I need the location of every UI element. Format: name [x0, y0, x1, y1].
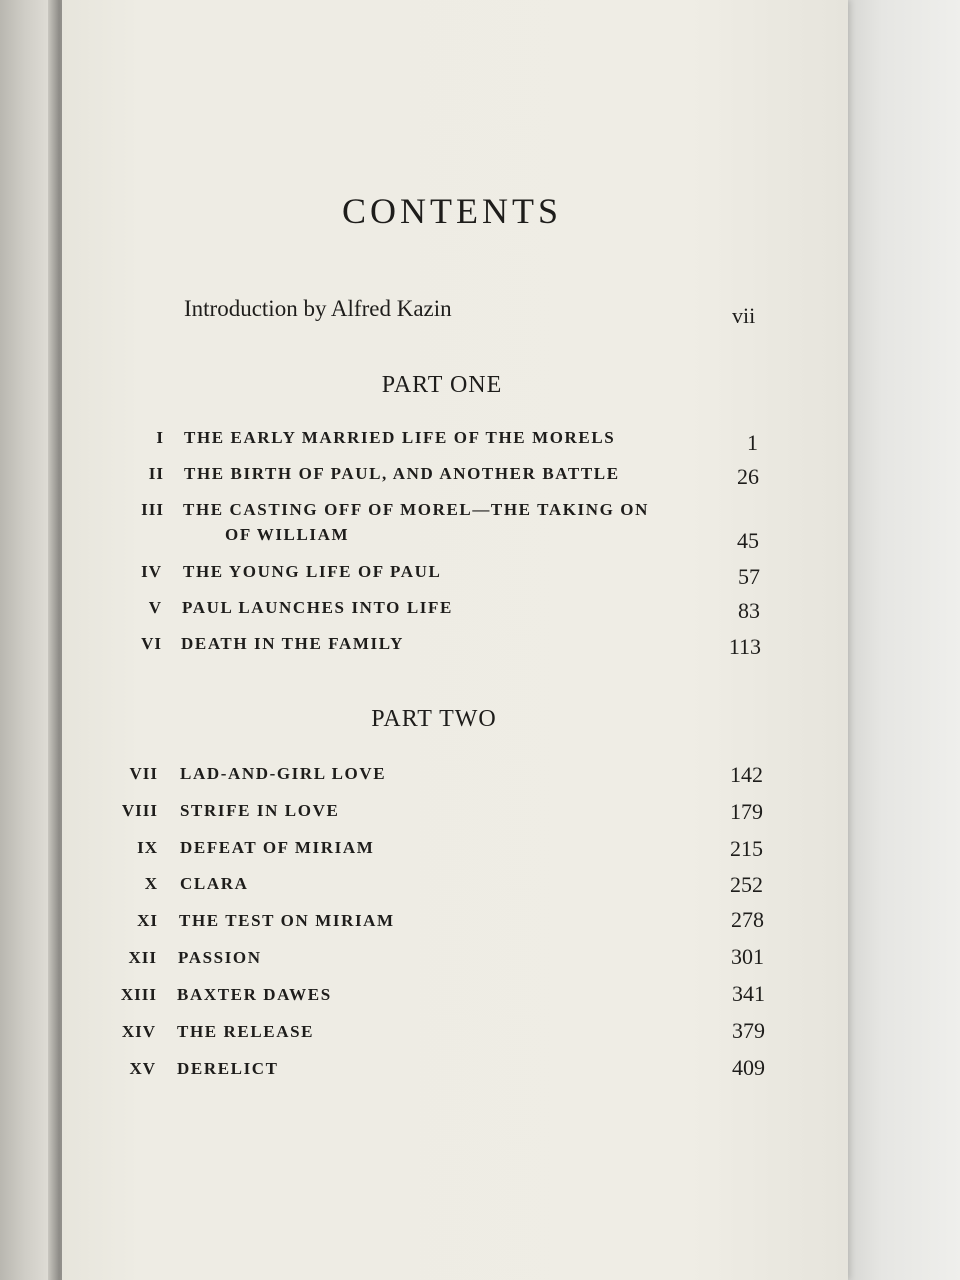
- chapter-page-number: 301: [731, 944, 764, 969]
- chapter-page-number: 215: [730, 836, 763, 861]
- chapter-page-number: 26: [737, 464, 759, 489]
- part-two-heading: PART TWO: [371, 706, 497, 732]
- chapter-title: CLARA: [180, 874, 249, 893]
- chapter-page-number: 252: [730, 872, 763, 897]
- chapter-numeral: IV: [141, 562, 162, 581]
- toc-row-chapter-12: [62, 944, 848, 978]
- chapter-title: PASSION: [178, 948, 262, 967]
- chapter-title: DEFEAT OF MIRIAM: [180, 838, 375, 857]
- toc-row-chapter-8: [62, 801, 848, 831]
- chapter-page-number: 179: [730, 799, 763, 824]
- toc-row-chapter-10: [62, 874, 848, 904]
- chapter-numeral: XII: [128, 948, 157, 967]
- chapter-page-number: 57: [738, 564, 760, 589]
- chapter-numeral: XI: [137, 911, 158, 930]
- toc-row-chapter-13: [62, 981, 848, 1015]
- chapter-page-number: 379: [732, 1018, 765, 1043]
- chapter-numeral: XIII: [120, 985, 157, 1004]
- toc-row-chapter-9: [62, 838, 848, 868]
- chapter-numeral: XIV: [121, 1022, 156, 1041]
- part-one-heading: PART ONE: [381, 372, 503, 398]
- chapter-title: THE TEST ON MIRIAM: [179, 911, 395, 930]
- chapter-numeral: IX: [137, 838, 158, 857]
- chapter-title: THE YOUNG LIFE OF PAUL: [183, 562, 442, 581]
- chapter-title: DEATH IN THE FAMILY: [181, 634, 404, 653]
- chapter-page-number: 142: [730, 762, 763, 787]
- introduction-page-number: vii: [732, 303, 756, 328]
- chapter-title: THE RELEASE: [177, 1022, 315, 1041]
- toc-row-chapter-15: [62, 1055, 848, 1089]
- chapter-title: THE CASTING OFF OF MOREL—THE TAKING ON: [183, 500, 650, 519]
- chapter-numeral: II: [148, 464, 164, 483]
- page-title: CONTENTS: [342, 191, 562, 231]
- toc-row-chapter-1: [62, 428, 848, 458]
- chapter-page-number: 113: [728, 634, 761, 659]
- chapter-title: THE EARLY MARRIED LIFE OF THE MORELS: [184, 428, 616, 447]
- toc-row-chapter-4: [62, 562, 848, 592]
- chapter-title: PAUL LAUNCHES INTO LIFE: [182, 598, 453, 617]
- background-surface: [830, 0, 960, 1280]
- chapter-page-number: 341: [732, 981, 765, 1006]
- toc-row-chapter-6: [62, 634, 848, 664]
- chapter-title: LAD-AND-GIRL LOVE: [180, 764, 387, 783]
- toc-row-chapter-2: [62, 464, 848, 494]
- chapter-title: BAXTER DAWES: [177, 985, 332, 1004]
- chapter-numeral: VII: [129, 764, 158, 783]
- toc-row-chapter-7: [62, 764, 848, 794]
- introduction-entry: Introduction by Alfred Kazin: [184, 296, 452, 321]
- chapter-numeral: I: [156, 428, 164, 447]
- toc-row-chapter-5: [62, 598, 848, 628]
- chapter-title-continuation: OF WILLIAM: [225, 525, 350, 544]
- chapter-numeral: VIII: [121, 801, 158, 820]
- chapter-page-number: 278: [731, 907, 764, 932]
- chapter-numeral: V: [148, 598, 162, 617]
- chapter-page-number: 45: [737, 528, 759, 553]
- chapter-numeral: XV: [129, 1059, 156, 1078]
- chapter-page-number: 409: [732, 1055, 765, 1080]
- chapter-numeral: III: [141, 500, 164, 519]
- chapter-numeral: X: [144, 874, 158, 893]
- chapter-title: DERELICT: [177, 1059, 279, 1078]
- toc-row-chapter-11: [62, 907, 848, 941]
- chapter-title: STRIFE IN LOVE: [180, 801, 340, 820]
- chapter-numeral: VI: [141, 634, 162, 653]
- toc-row-chapter-14: [62, 1018, 848, 1052]
- toc-row-chapter-3: [62, 500, 848, 560]
- chapter-page-number: 1: [747, 430, 758, 455]
- chapter-page-number: 83: [738, 598, 760, 623]
- chapter-title: THE BIRTH OF PAUL, AND ANOTHER BATTLE: [184, 464, 620, 483]
- contents-page: [62, 0, 848, 1280]
